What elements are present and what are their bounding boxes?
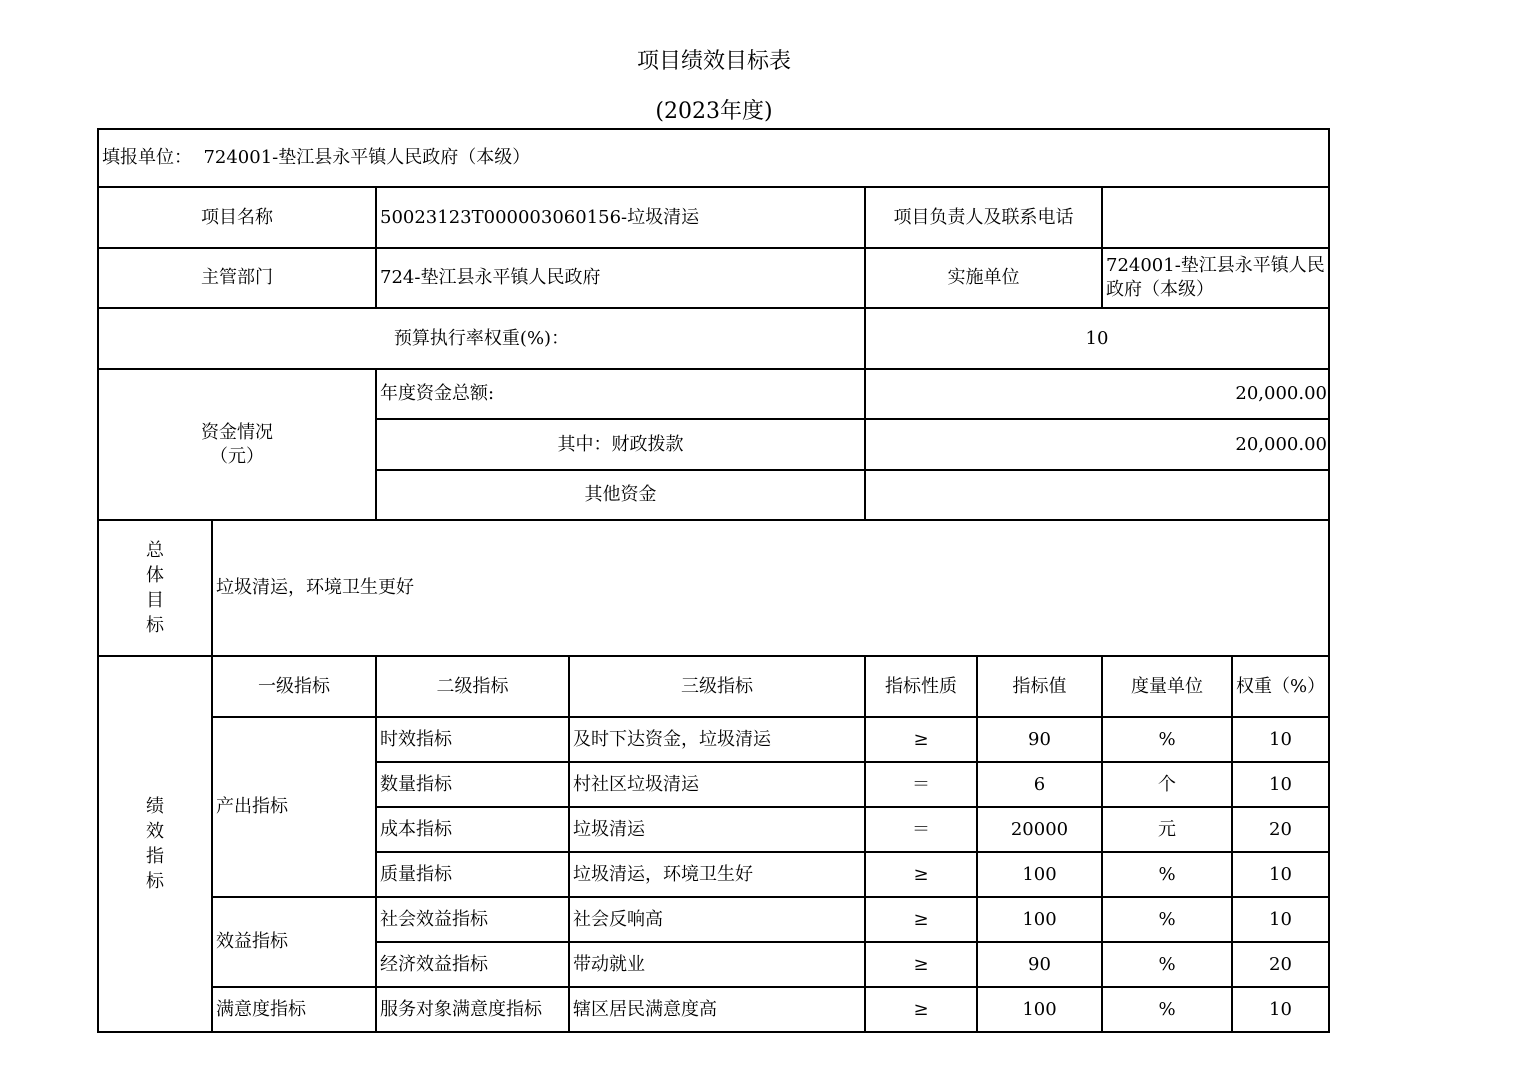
indicator-level2: 服务对象满意度指标 <box>376 987 569 1032</box>
funds-label: 资金情况 <box>201 421 273 443</box>
header-unit: 度量单位 <box>1102 656 1232 717</box>
indicator-level3: 垃圾清运 <box>569 807 865 852</box>
project-name-label: 项目名称 <box>98 187 376 248</box>
indicator-weight: 10 <box>1232 897 1329 942</box>
dept-value: 724-垫江县永平镇人民政府 <box>376 248 865 308</box>
indicator-nature: ＝ <box>865 807 977 852</box>
indicator-unit: 元 <box>1102 807 1232 852</box>
project-contact-label: 项目负责人及联系电话 <box>865 187 1102 248</box>
funds-total-value: 20,000.00 <box>865 369 1329 419</box>
indicator-nature: ＝ <box>865 762 977 807</box>
header-value: 指标值 <box>977 656 1102 717</box>
table-row <box>98 987 1329 1032</box>
indicator-nature: ≥ <box>865 987 977 1032</box>
indicator-unit: % <box>1102 987 1232 1032</box>
group-satisfaction: 满意度指标 <box>212 987 376 1032</box>
overall-goal-char: 体 <box>146 565 164 586</box>
impl-unit-label: 实施单位 <box>865 248 1102 308</box>
table-row <box>98 897 1329 942</box>
header-level3: 三级指标 <box>569 656 865 717</box>
indicator-weight: 10 <box>1232 717 1329 762</box>
indicator-nature: ≥ <box>865 852 977 897</box>
indicator-section-char: 绩 <box>146 796 164 817</box>
document-title: 项目绩效目标表 <box>636 49 791 74</box>
header-level1: 一级指标 <box>212 656 376 717</box>
indicator-section-label <box>98 656 212 1032</box>
indicator-value: 90 <box>977 717 1102 762</box>
funds-fiscal-label: 其中：财政拨款 <box>376 419 865 470</box>
indicator-section-char: 效 <box>146 821 164 842</box>
indicator-unit: % <box>1102 852 1232 897</box>
indicator-header-row <box>98 656 1329 717</box>
project-name-row <box>98 187 1329 248</box>
department-row <box>98 248 1329 308</box>
indicator-level2: 时效指标 <box>376 717 569 762</box>
impl-unit-value: 724001-垫江县永平镇人民政府（本级） <box>1102 248 1329 308</box>
overall-goal-char: 目 <box>146 590 164 611</box>
indicator-value: 20000 <box>977 807 1102 852</box>
filler-cell <box>98 129 1329 187</box>
overall-goal-char: 总 <box>146 540 164 561</box>
indicator-unit: % <box>1102 942 1232 987</box>
indicator-unit: % <box>1102 897 1232 942</box>
overall-goal-char: 标 <box>146 615 164 636</box>
filler-value: 724001-垫江县永平镇人民政府（本级） <box>203 147 531 168</box>
indicator-level2: 经济效益指标 <box>376 942 569 987</box>
funds-other-value <box>865 470 1329 520</box>
indicator-value: 100 <box>977 987 1102 1032</box>
header-level2: 二级指标 <box>376 656 569 717</box>
indicator-value: 100 <box>977 852 1102 897</box>
project-name-value: 50023123T000003060156-垃圾清运 <box>376 187 865 248</box>
overall-goal-text: 垃圾清运，环境卫生更好 <box>212 520 1329 656</box>
indicator-section-char: 指 <box>146 846 164 867</box>
overall-goal-row <box>98 520 1329 656</box>
project-contact-value <box>1102 187 1329 248</box>
indicator-value: 90 <box>977 942 1102 987</box>
funds-other-label: 其他资金 <box>376 470 865 520</box>
header-nature: 指标性质 <box>865 656 977 717</box>
indicator-level3: 垃圾清运，环境卫生好 <box>569 852 865 897</box>
indicator-level3: 及时下达资金，垃圾清运 <box>569 717 865 762</box>
indicator-nature: ≥ <box>865 942 977 987</box>
performance-target-table <box>97 128 1330 1033</box>
group-benefit: 效益指标 <box>212 897 376 987</box>
budget-weight-value: 10 <box>865 308 1329 369</box>
indicator-level3: 社会反响高 <box>569 897 865 942</box>
indicator-value: 100 <box>977 897 1102 942</box>
indicator-nature: ≥ <box>865 717 977 762</box>
funds-unit: （元） <box>210 445 264 467</box>
indicator-nature: ≥ <box>865 897 977 942</box>
funds-label-cell <box>98 369 376 520</box>
overall-goal-label <box>98 520 212 656</box>
header-weight: 权重（%） <box>1232 656 1329 717</box>
indicator-value: 6 <box>977 762 1102 807</box>
indicator-unit: 个 <box>1102 762 1232 807</box>
filler-label: 填报单位： <box>102 147 192 168</box>
indicator-level2: 质量指标 <box>376 852 569 897</box>
indicator-unit: % <box>1102 717 1232 762</box>
indicator-level3: 村社区垃圾清运 <box>569 762 865 807</box>
indicator-weight: 10 <box>1232 852 1329 897</box>
indicator-level2: 数量指标 <box>376 762 569 807</box>
indicator-level2: 社会效益指标 <box>376 897 569 942</box>
group-output: 产出指标 <box>212 717 376 897</box>
funds-total-label: 年度资金总额: <box>376 369 865 419</box>
funds-fiscal-value: 20,000.00 <box>865 419 1329 470</box>
document-subtitle: (2023年度) <box>655 99 773 124</box>
filler-row <box>98 129 1329 187</box>
dept-label: 主管部门 <box>98 248 376 308</box>
indicator-weight: 20 <box>1232 942 1329 987</box>
indicator-weight: 10 <box>1232 987 1329 1032</box>
indicator-weight: 10 <box>1232 762 1329 807</box>
indicator-weight: 20 <box>1232 807 1329 852</box>
indicator-section-char: 标 <box>146 871 164 892</box>
table-row <box>98 717 1329 762</box>
budget-weight-row <box>98 308 1329 369</box>
budget-weight-label: 预算执行率权重(%)： <box>98 308 865 369</box>
indicator-level2: 成本指标 <box>376 807 569 852</box>
funds-total-row <box>98 369 1329 419</box>
indicator-level3: 辖区居民满意度高 <box>569 987 865 1032</box>
indicator-level3: 带动就业 <box>569 942 865 987</box>
